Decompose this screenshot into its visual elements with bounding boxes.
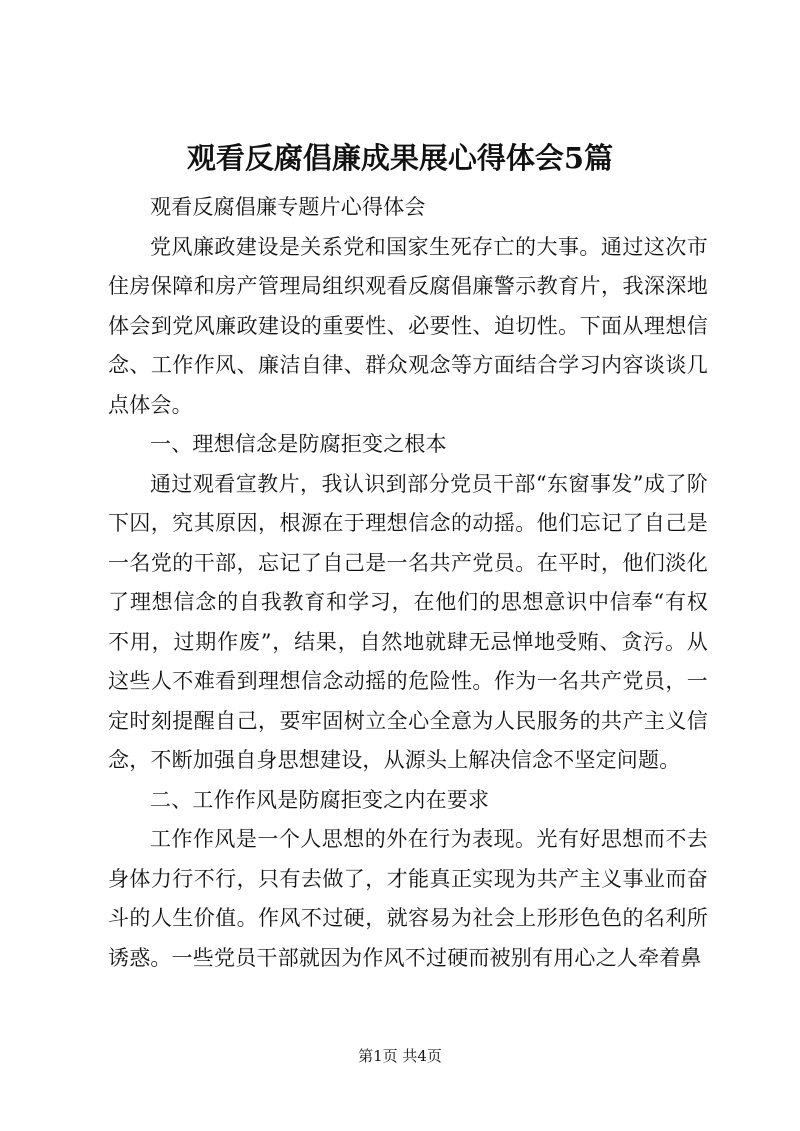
section-heading-1: 一、理想信念是防腐拒变之根本 bbox=[150, 432, 447, 456]
paragraph-section-2: 工作作风是一个人思想的外在行为表现。光有好思想而不去身体力行不行，只有去做了，才能真正实现为共产主义事业而奋斗的人生价值。作风不过硬，就容易为社会上形形色色的名利所诱惑。一些党员干部就因为作风不过硬而被别有用心之人牵着鼻 bbox=[108, 827, 708, 970]
document-title: 观看反腐倡廉成果展心得体会5篇 bbox=[186, 141, 614, 175]
section-heading-2: 二、工作作风是防腐拒变之内在要求 bbox=[150, 787, 490, 812]
document-body bbox=[108, 188, 708, 978]
page-number-footer: 第1页 共4页 bbox=[358, 1047, 442, 1065]
paragraph-subtitle: 观看反腐倡廉专题片心得体会 bbox=[150, 195, 426, 219]
paragraph-section-1: 通过观看宣教片，我认识到部分党员干部“东窗事发”成了阶下囚，究其原因，根源在于理想信念的动摇。他们忘记了自己是一名党的干部，忘记了自己是一名共产党员。在平时，他们淡化了理想信念的自我教育和学习，在他们的思想意识中信奉“有权不用，过期作废”，结果，自然地就肆无忌惮地受贿、贪污。从这些人不难看到理想信念动摇的危险性。作为一名共产党员，一定时刻提醒自己，要牢固树立全心全意为人民服务的共产主义信念，不断加强自身思想建设，从源头上解决信念不坚定问题。 bbox=[108, 471, 708, 772]
paragraph-intro: 党风廉政建设是关系党和国家生死存亡的大事。通过这次市住房保障和房产管理局组织观看反腐倡廉警示教育片，我深深地体会到党风廉政建设的重要性、必要性、迫切性。下面从理想信念、工作作风、廉洁自律、群众观念等方面结合学习内容谈谈几点体会。 bbox=[108, 234, 708, 417]
